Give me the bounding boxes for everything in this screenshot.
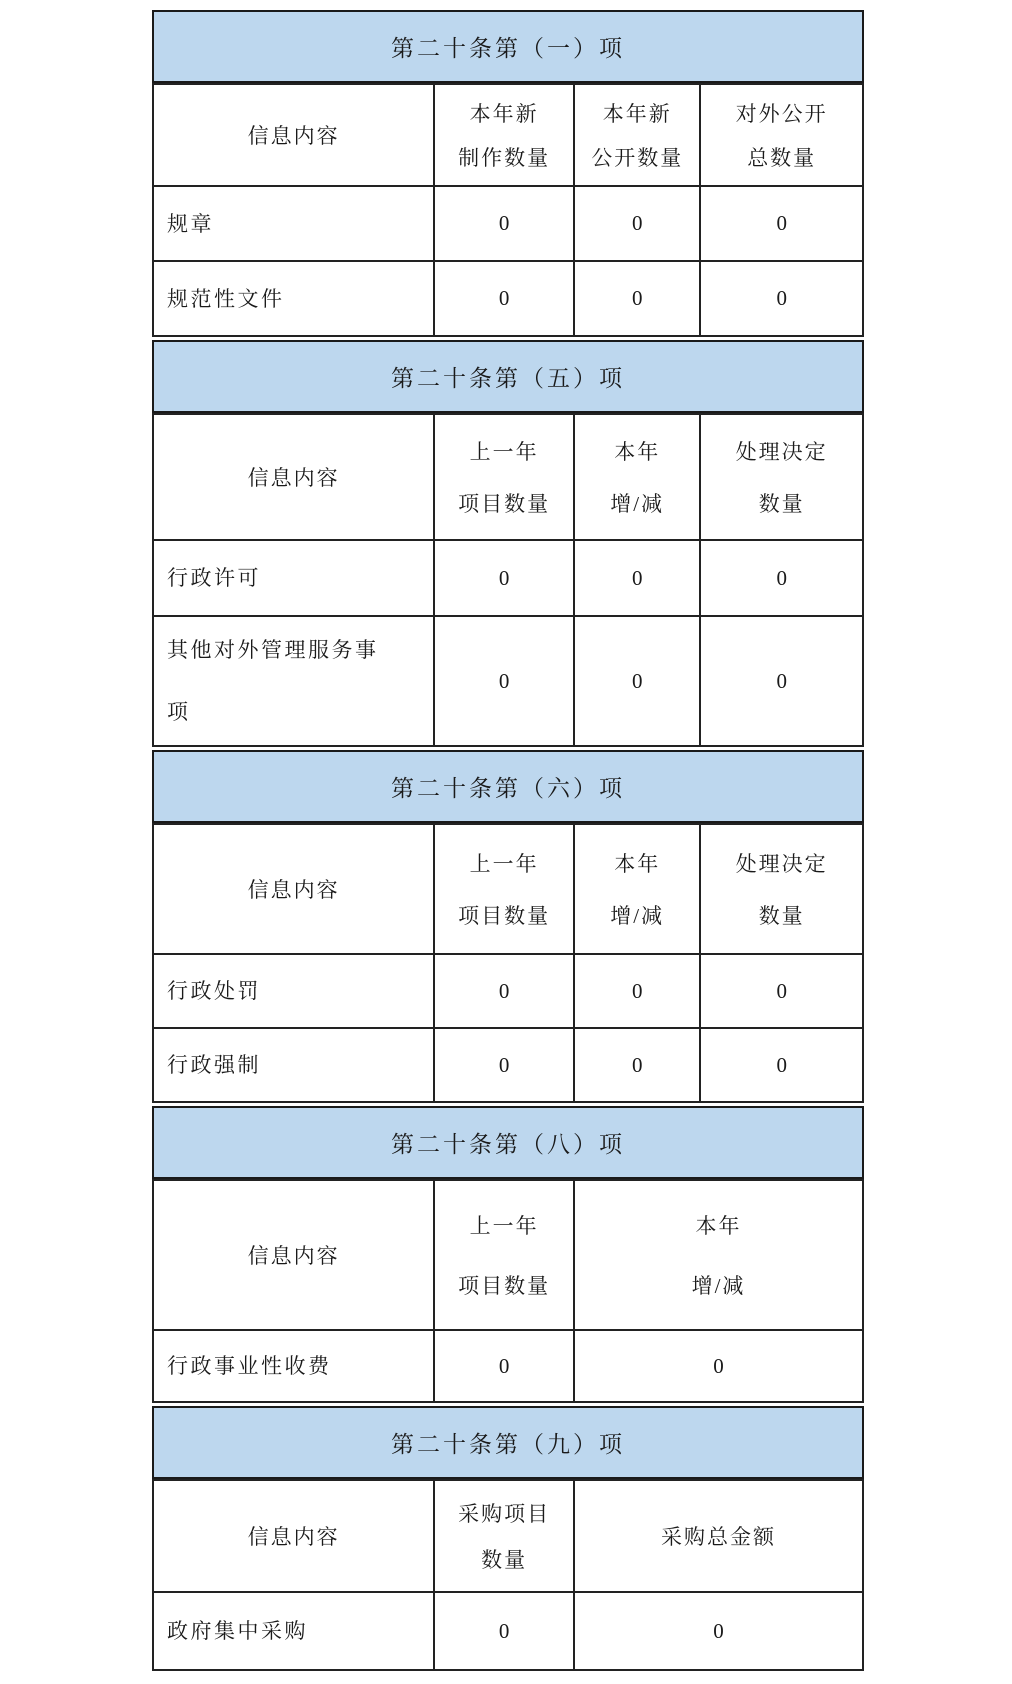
column-header-procurement-total [574, 1480, 863, 1592]
cell-value: 0 [700, 1028, 863, 1102]
section-article-20-item-9 [152, 1406, 864, 1671]
cell-value: 0 [434, 616, 574, 746]
cell-value: 0 [700, 954, 863, 1028]
column-header-last-year-count [434, 414, 574, 540]
header-line: 采购总金额 [661, 1525, 776, 1549]
header-line: 项目数量 [458, 491, 551, 516]
table-row [153, 540, 863, 616]
report-table-document [152, 10, 864, 1671]
cell-value: 0 [434, 186, 574, 261]
column-header-procurement-count [434, 1480, 574, 1592]
section-article-20-item-5 [152, 340, 864, 747]
header-line: 公开数量 [591, 145, 684, 170]
header-row [153, 1480, 863, 1592]
cell-value: 0 [574, 261, 700, 336]
table-row [153, 261, 863, 336]
cell-value: 0 [574, 616, 700, 746]
section-title: 第二十条第（六）项 [152, 750, 864, 823]
row-label [153, 1592, 434, 1670]
row-label-text: 规范性文件 [167, 286, 285, 311]
header-line: 上一年 [469, 440, 539, 465]
data-table [152, 1479, 864, 1671]
cell-value: 0 [434, 1028, 574, 1102]
row-label-text: 行政处罚 [167, 979, 261, 1003]
cell-value: 0 [700, 616, 863, 746]
cell-value: 0 [574, 1028, 700, 1102]
header-line: 总数量 [747, 145, 817, 170]
header-line: 上一年 [469, 1214, 539, 1239]
header-line: 信息内容 [247, 878, 340, 902]
header-line: 本年 [614, 851, 661, 876]
row-label-text: 政府集中采购 [167, 1619, 308, 1643]
header-line: 制作数量 [458, 145, 551, 170]
header-line: 增/减 [610, 491, 665, 516]
cell-value: 0 [574, 186, 700, 261]
section-article-20-item-6 [152, 750, 864, 1103]
header-line: 信息内容 [247, 1244, 340, 1268]
row-label [153, 954, 434, 1028]
column-header-last-year-count [434, 1180, 574, 1330]
header-row [153, 1180, 863, 1330]
column-header-info-content [153, 824, 434, 954]
column-header-public-total [700, 84, 863, 186]
column-header-info-content [153, 1180, 434, 1330]
section-title: 第二十条第（一）项 [152, 10, 864, 83]
header-line: 信息内容 [247, 124, 340, 148]
column-header-new-created [434, 84, 574, 186]
row-label [153, 186, 434, 261]
header-line: 数量 [481, 1548, 528, 1573]
column-header-decision-count [700, 824, 863, 954]
cell-value: 0 [700, 186, 863, 261]
header-line: 本年 [695, 1214, 742, 1239]
header-line: 信息内容 [247, 1525, 340, 1549]
row-label-text: 行政事业性收费 [167, 1354, 332, 1378]
column-header-this-year-change [574, 414, 700, 540]
cell-value: 0 [574, 954, 700, 1028]
header-line: 项目数量 [458, 904, 551, 929]
row-label [153, 1330, 434, 1402]
column-header-new-published [574, 84, 700, 186]
cell-value: 0 [434, 954, 574, 1028]
cell-value: 0 [574, 540, 700, 616]
header-line: 增/减 [691, 1273, 746, 1298]
row-label-text: 规章 [167, 211, 214, 236]
cell-value: 0 [700, 261, 863, 336]
section-article-20-item-8 [152, 1106, 864, 1403]
cell-value: 0 [434, 261, 574, 336]
section-title: 第二十条第（八）项 [152, 1106, 864, 1179]
data-table [152, 1179, 864, 1403]
header-line: 项目数量 [458, 1273, 551, 1298]
header-line: 上一年 [469, 851, 539, 876]
header-line: 处理决定 [735, 851, 828, 876]
row-label-text: 行政强制 [167, 1053, 261, 1077]
column-header-this-year-change [574, 824, 700, 954]
row-label [153, 1028, 434, 1102]
table-row [153, 616, 863, 746]
header-line: 采购项目 [458, 1501, 551, 1526]
section-article-20-item-1 [152, 10, 864, 337]
row-label [153, 616, 434, 746]
table-row [153, 186, 863, 261]
row-label [153, 540, 434, 616]
column-header-last-year-count [434, 824, 574, 954]
section-title: 第二十条第（九）项 [152, 1406, 864, 1479]
data-table [152, 823, 864, 1103]
header-line: 对外公开 [735, 102, 828, 127]
header-row [153, 824, 863, 954]
row-label [153, 261, 434, 336]
row-label-text: 行政许可 [167, 566, 261, 590]
section-title: 第二十条第（五）项 [152, 340, 864, 413]
table-row [153, 1330, 863, 1402]
column-header-this-year-change [574, 1180, 863, 1330]
table-row [153, 954, 863, 1028]
row-label-text: 其他对外管理服务事项 [167, 638, 379, 724]
cell-value: 0 [434, 1592, 574, 1670]
header-line: 数量 [758, 904, 805, 929]
header-line: 本年新 [469, 102, 539, 127]
header-row [153, 84, 863, 186]
header-line: 本年 [614, 440, 661, 465]
data-table [152, 413, 864, 747]
cell-value: 0 [434, 540, 574, 616]
column-header-decision-count [700, 414, 863, 540]
column-header-info-content [153, 1480, 434, 1592]
header-line: 本年新 [602, 102, 672, 127]
cell-value: 0 [434, 1330, 574, 1402]
table-row [153, 1028, 863, 1102]
header-line: 数量 [758, 491, 805, 516]
cell-value: 0 [700, 540, 863, 616]
table-row [153, 1592, 863, 1670]
column-header-info-content [153, 84, 434, 186]
header-line: 增/减 [610, 904, 665, 929]
header-line: 信息内容 [247, 466, 340, 490]
header-row [153, 414, 863, 540]
column-header-info-content [153, 414, 434, 540]
cell-value: 0 [574, 1330, 863, 1402]
header-line: 处理决定 [735, 440, 828, 465]
cell-value: 0 [574, 1592, 863, 1670]
data-table [152, 83, 864, 337]
